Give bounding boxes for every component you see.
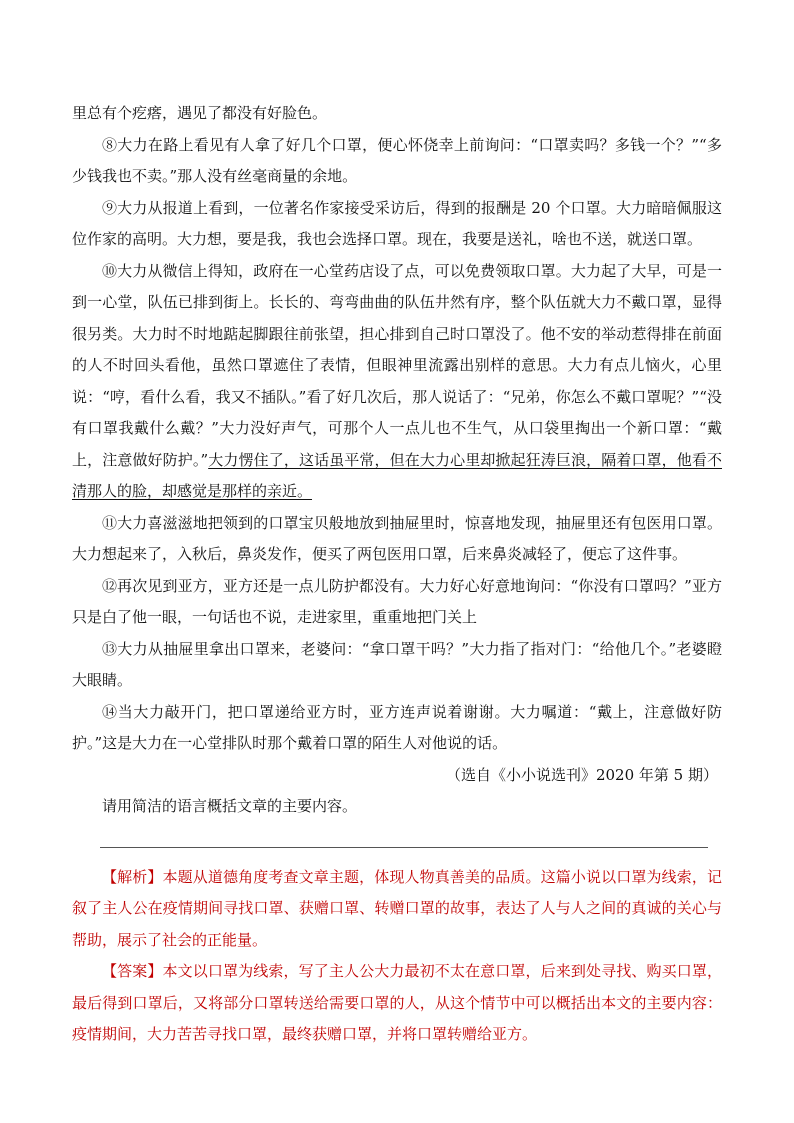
paragraph-14: ⑭当大力敲开门，把口罩递给亚方时，亚方连声说着谢谢。大力嘱道：“戴上，注意做好防护。”这是大力在一心堂排队时那个戴着口罩的陌生人对他说的话。	[72, 702, 722, 752]
analysis-text: 【解析】本题从道德角度考查文章主题，体现人物真善美的品质。这篇小说以口罩为线索，记叙了主人公在疫情期间寻找口罩、获赠口罩、转赠口罩的故事，表达了人与人之间的真诚的关心与帮助，展示了社会的正能量。	[72, 867, 722, 949]
answer-blank-line	[100, 847, 708, 848]
question-text: 请用简洁的语言概括文章的主要内容。	[102, 797, 358, 815]
paragraph-12: ⑫再次见到亚方，亚方还是一点儿防护都没有。大力好心好意地询问：“你没有口罩吗？”亚方只是白了他一眼，一句话也不说，走进家里，重重地把门关上	[72, 576, 722, 626]
source-citation: （选自《小小说选刊》2020 年第 5 期）	[445, 765, 718, 784]
underlined-sentence: 大力愣住了，这话虽平常，但在大力心里却掀起狂涛巨浪，隔着口罩，他看不清那人的脸，却感觉是那样的亲近。	[72, 450, 722, 500]
solution-block	[72, 862, 722, 1051]
paragraph-8: ⑧大力在路上看见有人拿了好几个口罩，便心怀侥幸上前询问：“口罩卖吗？多钱一个？”“多少钱我也不卖。”那人没有丝毫商量的余地。	[72, 135, 722, 185]
paragraph-13: ⑬大力从抽屉里拿出口罩来，老婆问：“拿口罩干吗？”大力指了指对门：“给他几个。”老婆瞪大眼睛。	[72, 639, 722, 689]
paragraph-11: ⑪大力喜滋滋地把领到的口罩宝贝般地放到抽屉里时，惊喜地发现，抽屉里还有包医用口罩。大力想起来了，入秋后，鼻炎发作，便买了两包医用口罩，后来鼻炎减轻了，便忘了这件事。	[72, 513, 722, 563]
paragraph-10	[72, 256, 722, 508]
paragraph-9: ⑨大力从报道上看到，一位著名作家接受采访后，得到的报酬是 20 个口罩。大力暗暗佩服这位作家的高明。大力想，要是我，我也会选择口罩。现在，我要是送礼，啥也不送，就送口罩。	[72, 198, 722, 248]
paragraph-10-text: ⑩大力从微信上得知，政府在一心堂药店设了点，可以免费领取口罩。大力起了大早，可是一到一心堂，队伍已排到街上。长长的、弯弯曲曲的队伍井然有序，整个队伍就大力不戴口罩，显得很另类。大力时不时地踮起脚跟往前张望，担心排到自己时口罩没了。他不安的举动惹得排在前面的人不时回头看他，虽然口罩遮住了表情，但眼神里流露出别样的意思。大力有点儿恼火，心里说：“哼，看什么看，我又不插队。”看了好几次后，那人说话了：“兄弟，你怎么不戴口罩呢？”“没有口罩我戴什么戴？”大力没好声气，可那个人一点儿也不生气，从口袋里掏出一个新口罩：“戴上，注意做好防护。”	[72, 261, 722, 469]
document-body	[72, 98, 722, 1051]
answer-text: 【答案】本文以口罩为线索，写了主人公大力最初不太在意口罩，后来到处寻找、购买口罩，最后得到口罩后，又将部分口罩转送给需要口罩的人，从这个情节中可以概括出本文的主要内容：疫情期间，大力苦苦寻找口罩，最终获赠口罩，并将口罩转赠给亚方。	[72, 962, 722, 1043]
paragraph-7-tail: 里总有个疙瘩，遇见了都没有好脸色。	[72, 104, 328, 122]
